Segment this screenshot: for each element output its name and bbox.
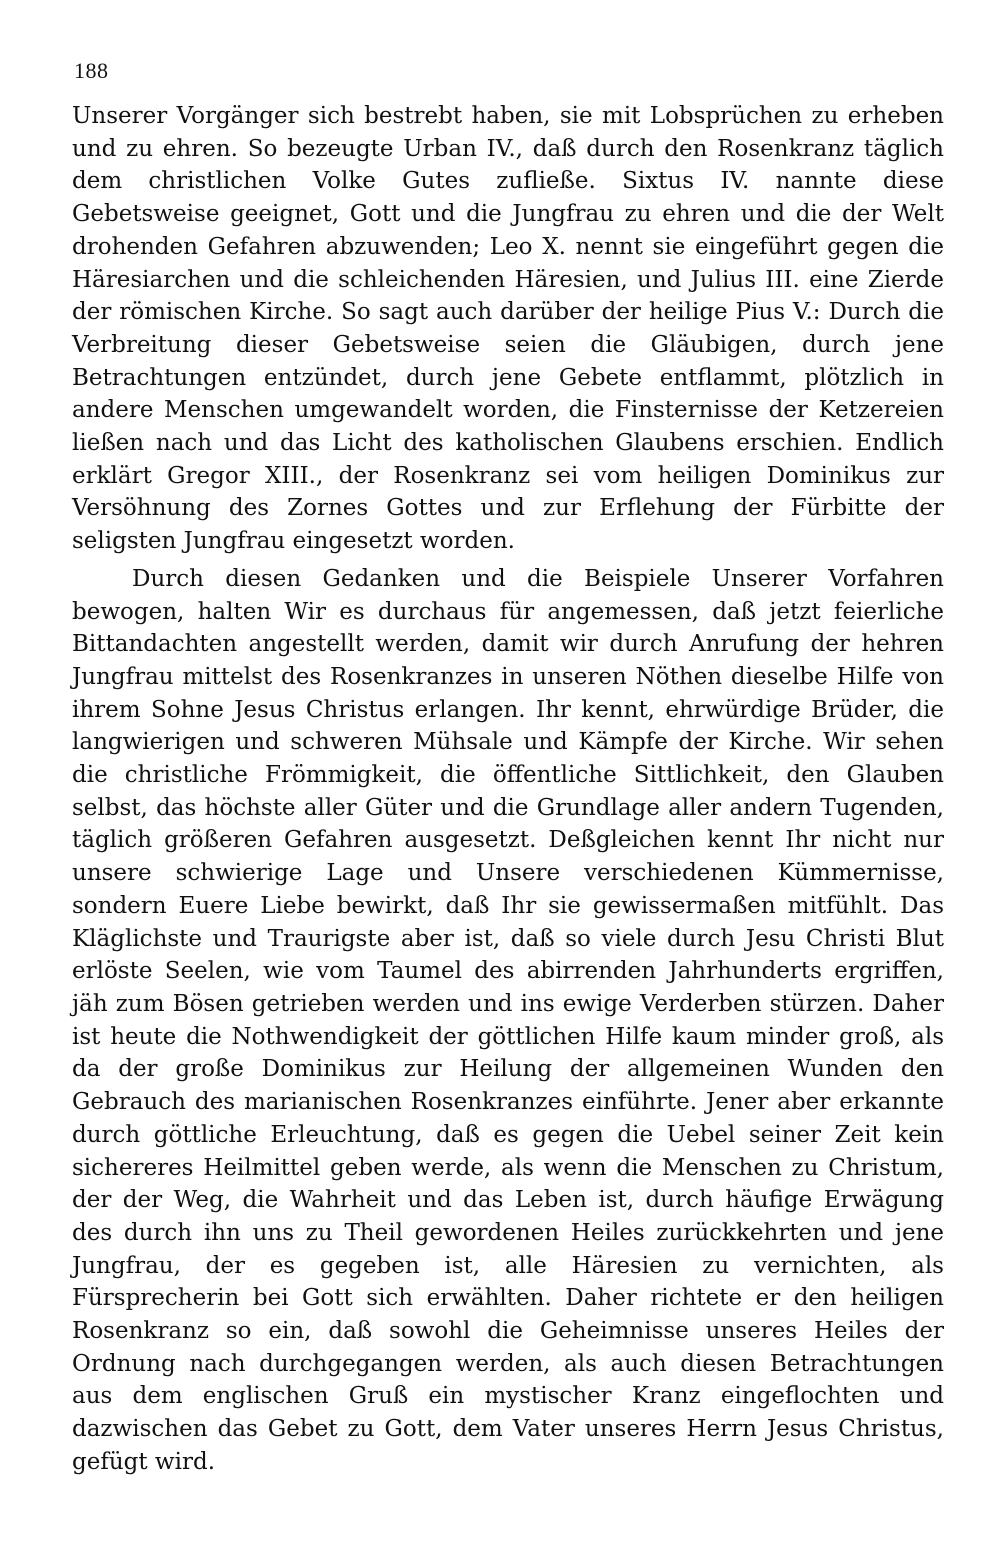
paragraph-2: Durch diesen Gedanken und die Beispiele Unserer Vorfahren bewogen, halten Wir es durchaus für angemessen, daß jetzt feierliche Bittandachten angestellt werden, damit wir durch Anrufung der hehren Jungfrau mittelst des Rosenkranzes in unseren Nöthen dieselbe Hilfe von ihrem Sohne Jesus Christus erlangen. Ihr kennt, ehrwürdige Brüder, die langwierigen und schweren Mühsale und Kämpfe der Kirche. Wir sehen die christliche Frömmigkeit, die öffentliche Sittlichkeit, den Glauben selbst, das höchste aller Güter und die Grundlage aller andern Tugenden, täglich größeren Gefahren ausgesetzt. Deßgleichen kennt Ihr nicht nur unsere schwierige Lage und Unsere verschiedenen Kümmernisse, sondern Euere Liebe bewirkt, daß Ihr sie gewissermaßen mitfühlt. Das Kläglichste und Traurigste aber ist, daß so viele durch Jesu Christi Blut erlöste Seelen, wie vom Taumel des abirrenden Jahrhunderts ergriffen, jäh zum Bösen getrieben werden und ins ewige Verderben stürzen. Daher ist heute die Nothwendigkeit der göttlichen Hilfe kaum minder groß, als da der große Dominikus zur Heilung der allgemeinen Wunden den Gebrauch des marianischen Rosenkranzes einführte. Jener aber erkannte durch göttliche Erleuchtung, daß es gegen die Uebel seiner Zeit kein sichereres Heilmittel geben werde, als wenn die Menschen zu Christum, der der Weg, die Wahrheit und das Leben ist, durch häufige Erwägung des durch ihn uns zu Theil gewordenen Heiles zurückkehrten und jene Jungfrau, der es gegeben ist, alle Häresien zu vernichten, als Fürsprecherin bei Gott sich erwählten. Daher richtete er den heiligen Rosenkranz so ein, daß sowohl die Geheimnisse unseres Heiles der Ordnung nach durchgegangen werden, als auch diesen Betrachtungen aus dem englischen Gruß ein mystischer Kranz eingeflochten und dazwischen das Gebet zu Gott, dem Vater unseres Herrn Jesus Christus, gefügt wird. [72, 565, 944, 1475]
page-number: 188 [74, 58, 109, 83]
body-text [72, 100, 944, 1479]
paragraph-1: Unserer Vorgänger sich bestrebt haben, sie mit Lobsprüchen zu erheben und zu ehren. So bezeugte Urban IV., daß durch den Rosenkranz täglich dem christlichen Volke Gutes zufließe. Sixtus IV. nannte diese Gebetsweise geeignet, Gott und die Jungfrau zu ehren und die der Welt drohenden Gefahren abzuwenden; Leo X. nennt sie eingeführt gegen die Häresiarchen und die schleichenden Häresien, und Julius III. eine Zierde der römischen Kirche. So sagt auch darüber der heilige Pius V.: Durch die Verbreitung dieser Gebetsweise seien die Gläubigen, durch jene Betrachtungen entzündet, durch jene Gebete entflammt, plötzlich in andere Menschen umgewandelt worden, die Finsternisse der Ketzereien ließen nach und das Licht des katholischen Glaubens erschien. Endlich erklärt Gregor XIII., der Rosenkranz sei vom heiligen Dominikus zur Versöhnung des Zornes Gottes und zur Erflehung der Fürbitte der seligsten Jungfrau eingesetzt worden. [72, 103, 944, 555]
